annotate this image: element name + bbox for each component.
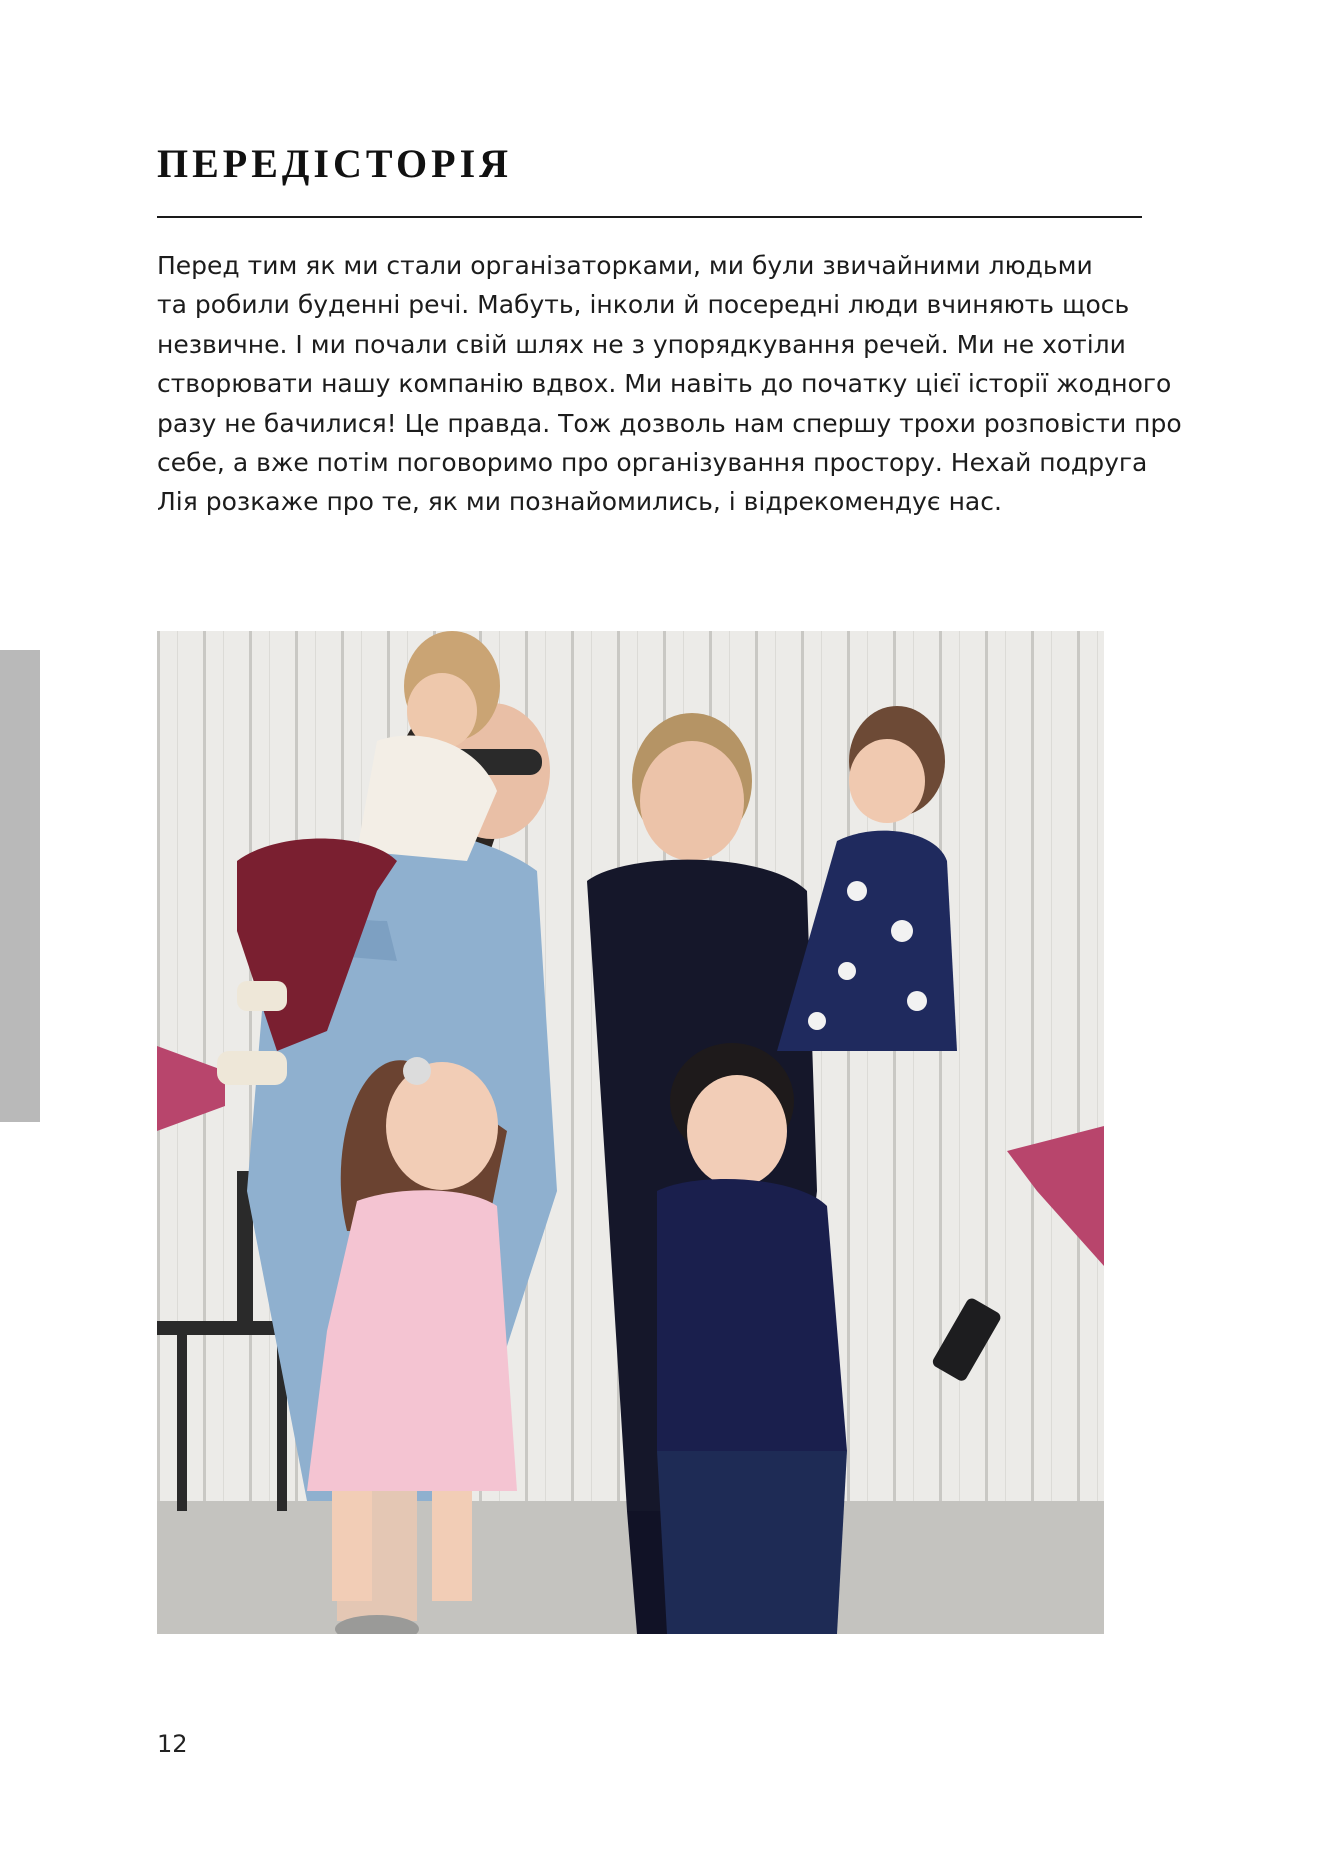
body-line: створювати нашу компанію вдвох. Ми навіть до початку цієї історії жодного (157, 369, 1172, 399)
body-paragraph (157, 246, 1182, 522)
chapter-side-tab (0, 650, 40, 1122)
body-line: незвичне. І ми почали свій шлях не з упорядкування речей. Ми не хотіли (157, 329, 1126, 359)
body-line: разу не бачилися! Це правда. Тож дозволь нам спершу трохи розповісти про (157, 408, 1182, 438)
page-number: 12 (157, 1730, 188, 1758)
body-line: та робили буденні речі. Мабуть, інколи й посередні люди вчиняють щось (157, 290, 1130, 320)
body-line: Перед тим як ми стали організаторками, ми були звичайними людьми (157, 251, 1093, 280)
photo-illustration (157, 631, 1104, 1634)
body-line: Лія розкаже про те, як ми познайомились, і відрекомендує нас. (157, 487, 1002, 517)
title-divider (157, 216, 1142, 218)
family-photo (157, 631, 1104, 1634)
section-title: ПЕРЕДІСТОРІЯ (157, 141, 513, 186)
body-line: себе, а вже потім поговоримо про організування простору. Нехай подруга (157, 448, 1148, 478)
chair-leg (177, 1331, 187, 1511)
